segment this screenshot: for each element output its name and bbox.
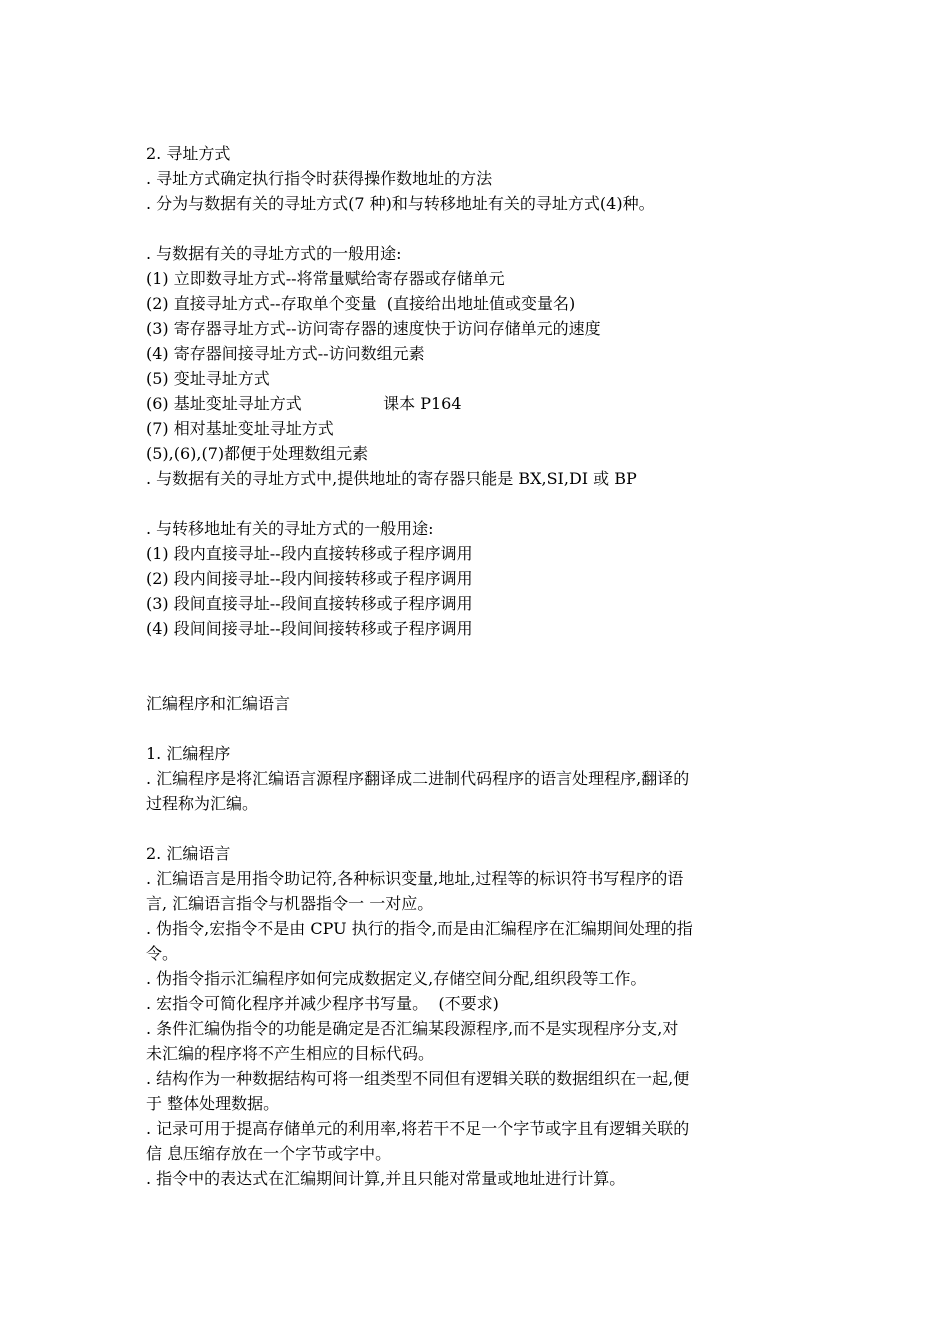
spacer (146, 491, 816, 516)
data-mode-note: (5),(6),(7)都便于处理数组元素 (146, 444, 369, 463)
data-mode-item: (5) 变址寻址方式 (146, 369, 270, 388)
language-heading: 2. 汇编语言 (146, 844, 231, 863)
data-mode-item: (1) 立即数寻址方式--将常量赋给寄存器或存储单元 (146, 269, 505, 288)
addressing-heading: 2. 寻址方式 (146, 144, 231, 163)
spacer (146, 716, 816, 741)
language-line: . 指令中的表达式在汇编期间计算,并且只能对常量或地址进行计算。 (146, 1169, 626, 1188)
language-line: . 宏指令可简化程序并减少程序书写量。 (不要求) (146, 994, 499, 1013)
language-line: 言, 汇编语言指令与机器指令一 一对应。 (146, 894, 434, 913)
addressing-intro-2: . 分为与数据有关的寻址方式(7 种)和与转移地址有关的寻址方式(4)种。 (146, 194, 655, 213)
language-line: 信 息压缩存放在一个字节或字中。 (146, 1144, 392, 1163)
language-line: . 结构作为一种数据结构可将一组类型不同但有逻辑关联的数据组织在一起,便 (146, 1069, 690, 1088)
language-line: . 条件汇编伪指令的功能是确定是否汇编某段源程序,而不是实现程序分支,对 (146, 1019, 679, 1038)
transfer-mode-item: (1) 段内直接寻址--段内直接转移或子程序调用 (146, 544, 473, 563)
language-line: . 伪指令,宏指令不是由 CPU 执行的指令,而是由汇编程序在汇编期间处理的指 (146, 919, 693, 938)
language-line: 未汇编的程序将不产生相应的目标代码。 (146, 1044, 435, 1063)
spacer (146, 641, 816, 691)
assembler-line: 过程称为汇编。 (146, 794, 259, 813)
transfer-mode-item: (4) 段间间接寻址--段间间接转移或子程序调用 (146, 619, 473, 638)
assembly-section-title: 汇编程序和汇编语言 (146, 694, 291, 713)
transfer-mode-item: (3) 段间直接寻址--段间直接转移或子程序调用 (146, 594, 473, 613)
spacer (146, 816, 816, 841)
document-page (146, 141, 816, 1191)
data-modes-title: . 与数据有关的寻址方式的一般用途: (146, 244, 402, 263)
data-mode-item: (7) 相对基址变址寻址方式 (146, 419, 334, 438)
language-line: 于 整体处理数据。 (146, 1094, 280, 1113)
addressing-intro-1: . 寻址方式确定执行指令时获得操作数地址的方法 (146, 169, 493, 188)
data-mode-item: (6) 基址变址寻址方式 课本 P164 (146, 394, 462, 413)
transfer-modes-title: . 与转移地址有关的寻址方式的一般用途: (146, 519, 434, 538)
language-line: . 伪指令指示汇编程序如何完成数据定义,存储空间分配,组织段等工作。 (146, 969, 647, 988)
language-line: 令。 (146, 944, 179, 963)
data-mode-item: (2) 直接寻址方式--存取单个变量 (直接给出地址值或变量名) (146, 294, 576, 313)
data-mode-item: (3) 寄存器寻址方式--访问寄存器的速度快于访问存储单元的速度 (146, 319, 601, 338)
transfer-mode-item: (2) 段内间接寻址--段内间接转移或子程序调用 (146, 569, 473, 588)
data-mode-item: (4) 寄存器间接寻址方式--访问数组元素 (146, 344, 425, 363)
language-line: . 记录可用于提高存储单元的利用率,将若干不足一个字节或字且有逻辑关联的 (146, 1119, 690, 1138)
spacer (146, 216, 816, 241)
language-line: . 汇编语言是用指令助记符,各种标识变量,地址,过程等的标识符书写程序的语 (146, 869, 684, 888)
assembler-line: . 汇编程序是将汇编语言源程序翻译成二进制代码程序的语言处理程序,翻译的 (146, 769, 690, 788)
data-mode-note: . 与数据有关的寻址方式中,提供地址的寄存器只能是 BX,SI,DI 或 BP (146, 469, 637, 488)
assembler-heading: 1. 汇编程序 (146, 744, 231, 763)
